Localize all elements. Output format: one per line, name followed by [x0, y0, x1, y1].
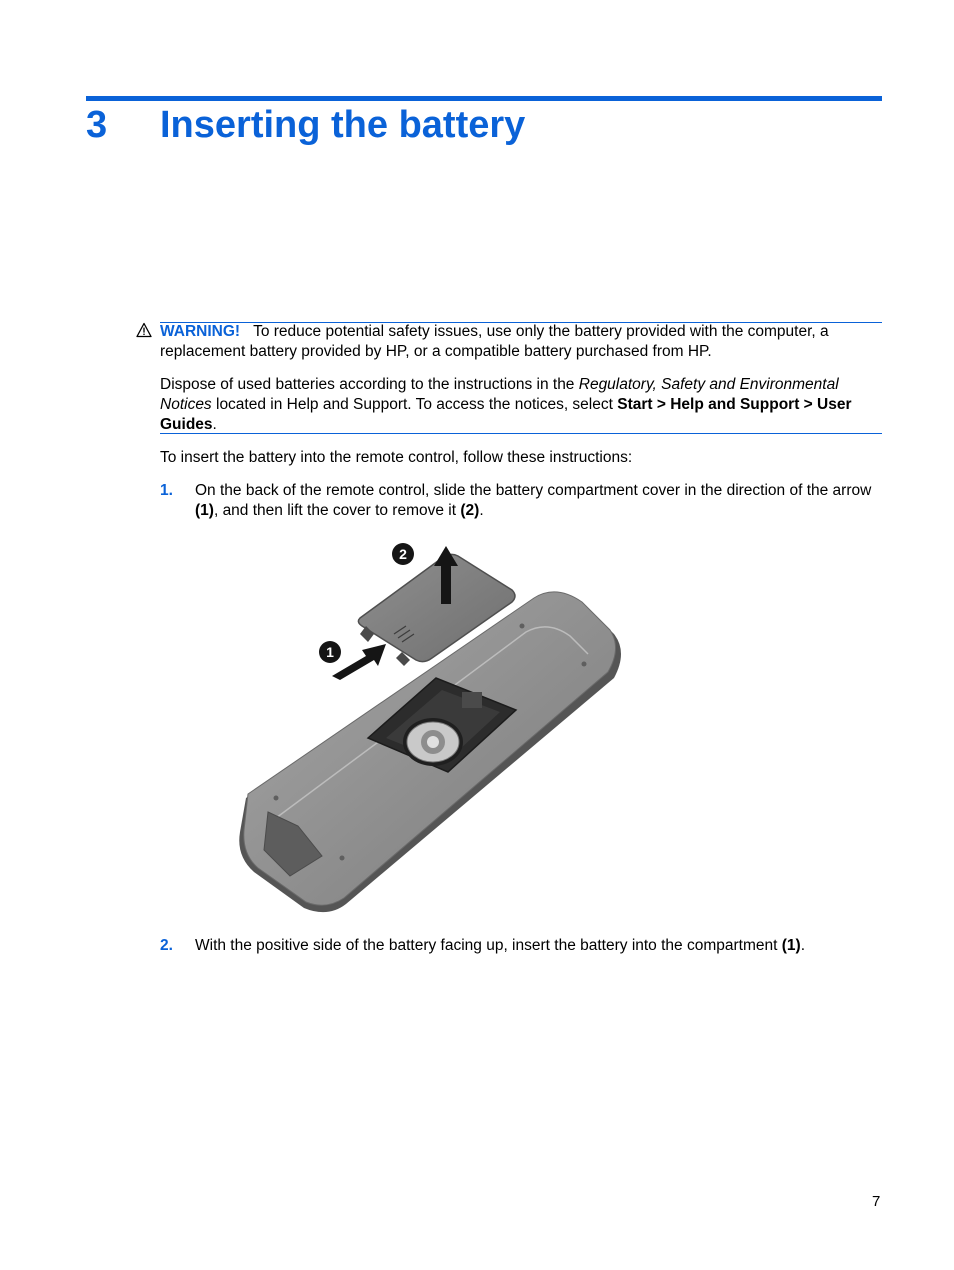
chapter-title: Inserting the battery	[160, 104, 526, 146]
menu-path: Start > Help and Support > User Guides	[160, 396, 852, 433]
page-number: 7	[872, 1193, 881, 1210]
callout-2-badge	[392, 543, 414, 565]
callout-1-badge	[319, 641, 341, 663]
warning-body: To reduce potential safety issues, use only the battery provided with the computer, a replacement battery provided by HP, or a compatible battery purchased from HP.	[160, 323, 829, 360]
callout-1-label: 1	[326, 644, 334, 660]
warning-text	[160, 322, 882, 362]
dispose-paragraph	[160, 375, 882, 435]
remote-control-figure	[236, 536, 628, 916]
step-2-text: With the positive side of the battery facing up, insert the battery into the compartment (1).	[195, 937, 805, 954]
notices-title: Regulatory, Safety and Environmental Notices	[160, 376, 839, 413]
step-1-text: On the back of the remote control, slide the battery compartment cover in the direction of the arrow (1), and then lift the cover to remove it (2).	[195, 482, 872, 519]
warning-triangle-icon	[136, 322, 152, 338]
dispose-text-2: located in Help and Support. To access the notices, select	[211, 396, 618, 413]
dispose-text-1: Dispose of used batteries according to the instructions in the	[160, 376, 579, 393]
warning-label: WARNING!	[160, 323, 241, 340]
warning-bottom-rule	[160, 433, 882, 434]
callout-2-label: 2	[399, 546, 407, 562]
dispose-text-end: .	[212, 416, 217, 433]
chapter-number: 3	[86, 104, 108, 146]
intro-paragraph: To insert the battery into the remote control, follow these instructions:	[160, 449, 633, 466]
step-2-number: 2.	[160, 937, 173, 954]
step-1-number: 1.	[160, 482, 173, 499]
